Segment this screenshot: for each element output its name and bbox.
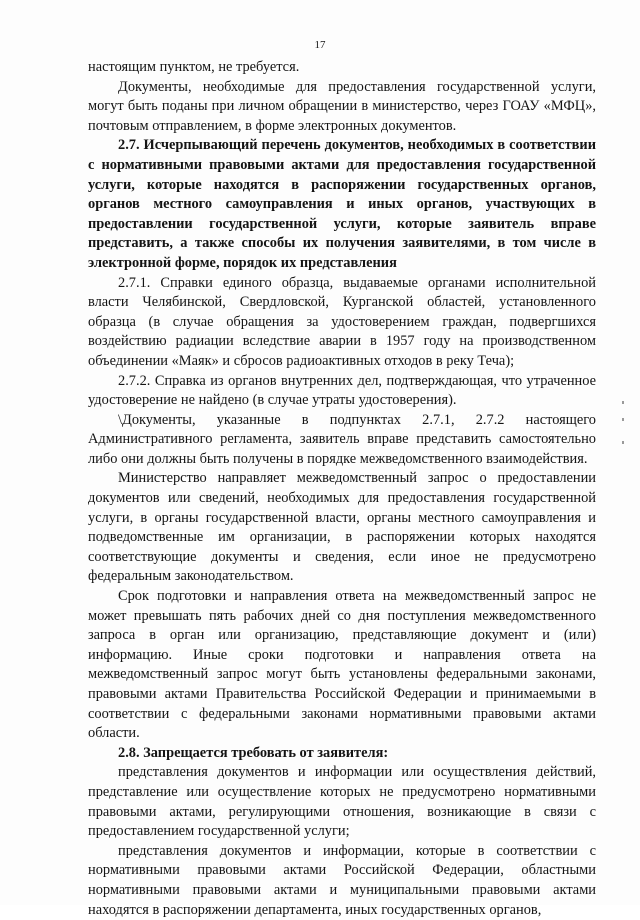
paragraph-submission-methods: Документы, необходимые для предоставления государственной услуги, могут быть поданы при личном обращении в министерство, через ГОАУ «МФЦ», почтовым отправлением, в форме электронных документов. — [88, 78, 596, 134]
paragraph-continuation: настоящим пунктом, не требуется. — [88, 59, 300, 75]
paragraph-prohibition-2: представления документов и информации, которые в соответствии с нормативными правовыми актами Российской Федерации, областными нормативными правовыми актами и муниципальными правовыми актами находятся в распоряжении департамента, иных государственных органов, — [88, 842, 596, 918]
scan-edge-mark — [622, 441, 624, 444]
scan-edge-mark — [622, 418, 624, 421]
paragraph-response-deadline: Срок подготовки и направления ответа на межведомственный запрос не может превышать пять рабочих дней со дня поступления межведомственного запроса в орган или организацию, представляющие документ и (или) информацию. Иные сроки подготовки и направления ответа на межведомственный запрос могут быть установлены федеральными законами, правовыми актами Правительства Российской Федерации и принимаемыми в соответствии с федеральными законами нормативными правовыми актами области. — [88, 588, 596, 742]
paragraph-2-7-1: 2.7.1. Справки единого образца, выдаваемые органами исполнительной власти Челябинской, Свердловской, Курганской областей, установленного образца (в случае обращения за удостоверением граждан, подвергшихся воздействию радиации вследствие аварии в 1957 году на производственном объединении «Маяк» и сбросов радиоактивных отходов в реку Теча); — [88, 274, 596, 369]
section-heading-2-7: 2.7. Исчерпывающий перечень документов, необходимых в соответствии с нормативными правовыми актами для предоставления государственной услуги, которые находятся в распоряжении государственных органов, органов местного самоуправления и иных органов, участвующих в предоставлении государственной услуги, которые заявитель вправе представить, а также способы их получения заявителями, в том числе в электронной форме, порядок их представления — [88, 137, 596, 271]
document-body — [88, 58, 596, 920]
scan-edge-mark — [622, 401, 624, 404]
paragraph-prohibition-1: представления документов и информации или осуществления действий, представление или осуществление которых не предусмотрено нормативными правовыми актами, регулирующими отношения, возникающие в связи с предоставлением государственной услуги; — [88, 764, 596, 840]
paragraph-documents-specified: \Документы, указанные в подпунктах 2.7.1, 2.7.2 настоящего Административного регламента, заявитель вправе представить самостоятельно либо они должны быть получены в порядке межведомственного взаимодействия. — [88, 411, 596, 467]
page-number: 17 — [314, 39, 326, 51]
section-heading-2-8: 2.8. Запрещается требовать от заявителя: — [118, 744, 389, 761]
paragraph-interagency-request: Министерство направляет межведомственный запрос о предоставлении документов или сведений, необходимых для предоставления государственной услуги, в органы государственной власти, органы местного самоуправления и подведомственные им организации, в распоряжении которых находятся соответствующие документы и сведения, если иное не предусмотрено федеральным законодательством. — [88, 470, 596, 585]
paragraph-2-7-2: 2.7.2. Справка из органов внутренних дел, подтверждающая, что утраченное удостоверение не найдено (в случае утраты удостоверения). — [88, 372, 596, 409]
